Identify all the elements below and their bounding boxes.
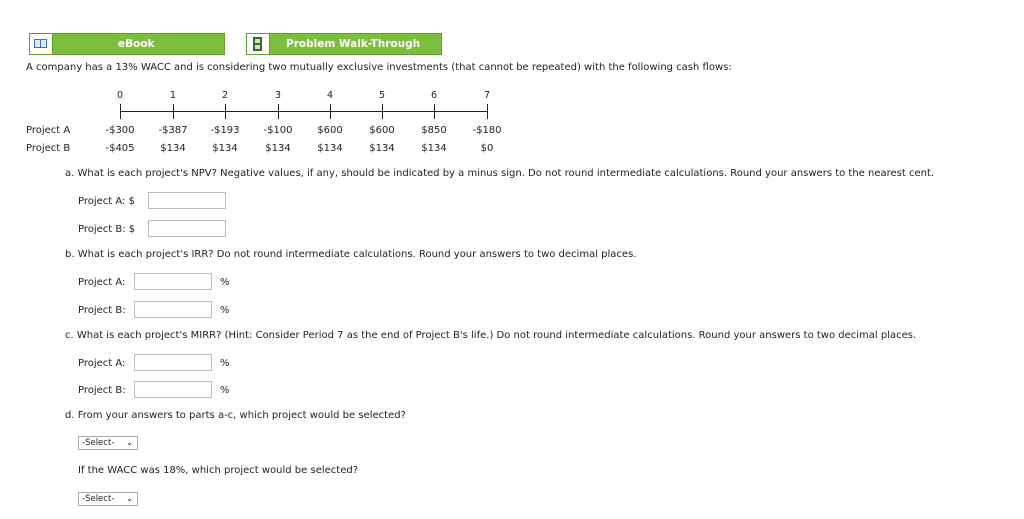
- npv-a-input[interactable]: [148, 192, 226, 209]
- mirr-b-unit: %: [220, 385, 230, 396]
- question-a: a. What is each project's NPV? Negative values, if any, should be indicated by a minus sign. Do not round intermediate calculations. Round your answers to the nearest cent.: [65, 168, 935, 179]
- irr-b-unit: %: [220, 305, 230, 316]
- period-1: 1: [169, 90, 177, 101]
- cash-flow: -$100: [263, 125, 293, 136]
- cash-flow: $134: [160, 143, 186, 154]
- period-6: 6: [430, 90, 438, 101]
- cash-flow: $134: [212, 143, 238, 154]
- cash-flow: -$387: [158, 125, 188, 136]
- period-7: 7: [483, 90, 491, 101]
- tick-3: [278, 104, 279, 119]
- irr-a-label: Project A:: [78, 277, 126, 288]
- tick-5: [382, 104, 383, 119]
- irr-a-unit: %: [220, 277, 230, 288]
- cash-flow: $134: [265, 143, 291, 154]
- book-icon: [30, 34, 53, 54]
- project-a-label: Project A: [26, 125, 71, 136]
- intro-text: A company has a 13% WACC and is considering two mutually exclusive investments (that cannot be repeated) with the following cash flows:: [26, 62, 732, 73]
- select-1-value: -Select-: [82, 438, 115, 448]
- followup-question: If the WACC was 18%, which project would be selected?: [78, 465, 358, 476]
- period-4: 4: [326, 90, 334, 101]
- cash-flow: -$405: [105, 143, 135, 154]
- tick-7: [487, 104, 488, 119]
- project-select-2[interactable]: [78, 492, 138, 506]
- tick-4: [330, 104, 331, 119]
- mirr-b-label: Project B:: [78, 385, 126, 396]
- cash-flow: $134: [369, 143, 395, 154]
- project-b-label: Project B: [26, 143, 71, 154]
- irr-b-input[interactable]: [134, 301, 212, 318]
- ebook-button[interactable]: [29, 33, 225, 55]
- chevron-down-icon: ⌄: [126, 438, 133, 447]
- tick-2: [225, 104, 226, 119]
- question-b: b. What is each project's IRR? Do not round intermediate calculations. Round your answers to two decimal places.: [65, 249, 637, 260]
- problem-walkthrough-button[interactable]: [246, 33, 442, 55]
- cash-flow: -$300: [105, 125, 135, 136]
- mirr-a-unit: %: [220, 358, 230, 369]
- tick-6: [434, 104, 435, 119]
- tick-0: [120, 104, 121, 119]
- timeline-axis: [120, 111, 488, 112]
- ebook-label: eBook: [118, 38, 155, 50]
- irr-a-input[interactable]: [134, 273, 212, 290]
- cash-flow: $0: [480, 143, 494, 154]
- chevron-down-icon: ⌄: [126, 494, 133, 503]
- cash-flow: $134: [421, 143, 447, 154]
- walkthrough-label: Problem Walk-Through: [286, 38, 421, 50]
- mirr-a-input[interactable]: [134, 354, 212, 371]
- period-2: 2: [221, 90, 229, 101]
- cash-flow: $134: [317, 143, 343, 154]
- mirr-b-input[interactable]: [134, 381, 212, 398]
- film-icon: [247, 34, 270, 54]
- npv-b-input[interactable]: [148, 220, 226, 237]
- cash-flow: $600: [369, 125, 395, 136]
- mirr-a-label: Project A:: [78, 358, 126, 369]
- npv-a-label: Project A: $: [78, 196, 135, 207]
- project-select-1[interactable]: [78, 436, 138, 450]
- select-2-value: -Select-: [82, 494, 115, 504]
- tick-1: [173, 104, 174, 119]
- cash-flow: $850: [421, 125, 447, 136]
- question-c: c. What is each project's MIRR? (Hint: Consider Period 7 as the end of Project B's life.) Do not round intermediate calculations. Round your answers to two decimal places.: [65, 330, 917, 341]
- period-3: 3: [274, 90, 282, 101]
- question-d: d. From your answers to parts a-c, which project would be selected?: [65, 410, 406, 421]
- irr-b-label: Project B:: [78, 305, 126, 316]
- period-0: 0: [116, 90, 124, 101]
- cash-flow: -$193: [210, 125, 240, 136]
- cash-flow: $600: [317, 125, 343, 136]
- cash-flow: -$180: [472, 125, 502, 136]
- period-5: 5: [378, 90, 386, 101]
- npv-b-label: Project B: $: [78, 224, 136, 235]
